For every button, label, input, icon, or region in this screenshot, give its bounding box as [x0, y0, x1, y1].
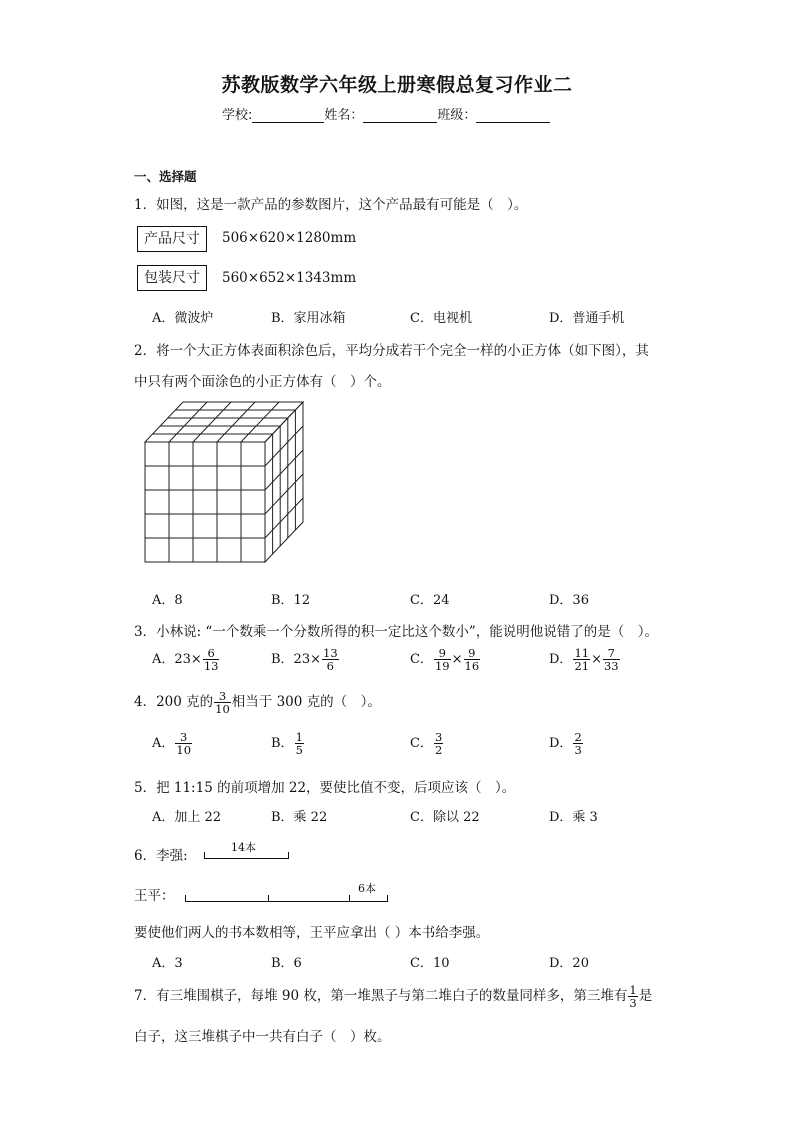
numerator: 6 [203, 647, 220, 660]
cube-figure [143, 400, 308, 568]
numerator: 11 [574, 646, 590, 660]
q3-d-fraction-1 [573, 647, 590, 672]
section-heading: 一、选择题 [134, 169, 197, 184]
denominator: 10 [215, 702, 230, 717]
question-7-line1 [134, 984, 652, 1009]
denominator: 13 [203, 659, 219, 674]
q2-option-a[interactable]: A．8 [152, 593, 183, 608]
q7-prefix: 7．有三堆围棋子，每堆 90 枚，第一堆黑子与第二堆白子的数量同样多，第三堆有 [134, 988, 628, 1005]
q4-option-a[interactable] [152, 731, 193, 756]
q2-option-c[interactable]: C．24 [410, 593, 450, 608]
q1-option-a[interactable]: A．微波炉 [152, 311, 214, 326]
q7-fraction [628, 984, 637, 1009]
package-size-value: 560×652×1343mm [222, 270, 357, 286]
denominator: 6 [326, 659, 334, 674]
q6-option-a[interactable]: A．3 [152, 956, 183, 971]
product-size-box: 产品尺寸 [137, 226, 207, 252]
q4-c-fraction [434, 731, 443, 756]
numerator: 2 [574, 730, 582, 744]
q4-d-prefix: D． [549, 736, 573, 752]
q3-a-prefix: A．23× [152, 652, 202, 668]
denominator: 5 [295, 743, 303, 758]
numerator: 3 [175, 731, 192, 744]
name-label: 姓名： [324, 108, 364, 123]
q2-option-b[interactable]: B．12 [271, 593, 311, 608]
times-sign: × [451, 652, 463, 668]
q4-suffix: 相当于 300 克的（ ）。 [231, 694, 381, 711]
class-blank[interactable] [476, 110, 550, 123]
q3-option-c[interactable] [410, 647, 481, 672]
q4-d-fraction [573, 731, 582, 756]
q3-b-prefix: B．23× [271, 652, 321, 668]
q4-b-prefix: B． [271, 736, 294, 752]
q6-option-d[interactable]: D．20 [549, 956, 589, 971]
li-qiang-label: 14本 [231, 841, 256, 854]
q6-option-c[interactable]: C．10 [410, 956, 450, 971]
school-blank[interactable] [252, 110, 324, 123]
times-sign: × [591, 652, 602, 668]
q4-c-prefix: C． [410, 736, 433, 752]
package-size-box: 包装尺寸 [137, 265, 207, 291]
denominator: 21 [574, 659, 590, 674]
q1-option-c[interactable]: C．电视机 [410, 311, 472, 326]
q3-c-fraction-1 [434, 647, 451, 672]
wang-ping-label: 6本 [358, 882, 376, 895]
q3-c-fraction-2 [464, 647, 481, 672]
question-4 [134, 690, 381, 715]
q6-option-b[interactable]: B．6 [271, 956, 302, 971]
cube-front-face [145, 442, 265, 562]
numerator: 1 [295, 730, 303, 744]
numerator: 13 [323, 646, 338, 660]
q3-d-prefix: D． [549, 652, 573, 668]
q5-option-a[interactable]: A．加上 22 [152, 810, 222, 825]
question-2-line2: 中只有两个面涂色的小正方体有（ ）个。 [134, 374, 391, 390]
numerator: 3 [214, 690, 231, 703]
question-5: 5．把 11:15 的前项增加 22，要使比值不变，后项应该（ ）。 [134, 780, 516, 796]
denominator: 3 [574, 743, 582, 758]
denominator: 2 [434, 743, 443, 758]
q3-c-prefix: C． [410, 652, 433, 668]
numerator: 3 [434, 730, 443, 744]
name-blank[interactable] [363, 110, 437, 123]
question-6-lead: 6．李强: [134, 848, 188, 864]
question-6: 要使他们两人的书本数相等，王平应拿出（ ）本书给李强。 [134, 925, 490, 941]
wang-ping-lead: 王平： [134, 888, 175, 904]
q3-a-fraction [203, 647, 220, 672]
q4-a-prefix: A． [152, 736, 175, 752]
question-2-line1: 2．将一个大正方体表面积涂色后，平均分成若干个完全一样的小正方体（如下图），其 [134, 343, 649, 359]
numerator: 9 [434, 647, 451, 660]
question-3: 3．小林说: “一个数乘一个分数所得的积一定比这个数小”，能说明他说错了的是（ ）。 [134, 624, 658, 640]
question-1: 1．如图，这是一款产品的参数图片，这个产品最有可能是（ ）。 [134, 197, 528, 213]
denominator: 3 [629, 996, 637, 1011]
numerator: 1 [629, 983, 637, 997]
product-size-value: 506×620×1280mm [222, 230, 357, 246]
q4-option-d[interactable] [549, 731, 584, 756]
q4-a-fraction [175, 731, 192, 756]
denominator: 10 [176, 743, 192, 758]
q1-option-d[interactable]: D．普通手机 [549, 311, 625, 326]
q3-option-a[interactable] [152, 647, 220, 672]
page-title: 苏教版数学六年级上册寒假总复习作业二 [221, 74, 573, 96]
q3-option-b[interactable] [271, 647, 340, 672]
cube-top-face [145, 402, 303, 442]
student-info [222, 104, 550, 123]
q3-b-fraction [322, 647, 339, 672]
numerator: 9 [464, 647, 481, 660]
numerator: 7 [603, 647, 620, 660]
q1-option-b[interactable]: B．家用冰箱 [271, 311, 346, 326]
class-label: 班级： [437, 108, 477, 123]
q5-option-d[interactable]: D．乘 3 [549, 810, 598, 825]
denominator: 33 [603, 659, 619, 674]
q4-b-fraction [295, 731, 304, 756]
q3-option-d[interactable] [549, 647, 621, 672]
q5-option-b[interactable]: B．乘 22 [271, 810, 328, 825]
q2-option-d[interactable]: D．36 [549, 593, 589, 608]
question-7-line2: 白子，这三堆棋子中一共有白子（ ）枚。 [134, 1029, 391, 1045]
q5-option-c[interactable]: C．除以 22 [410, 810, 480, 825]
q7-suffix: 是 [638, 988, 653, 1005]
q4-prefix: 4．200 克的 [134, 694, 214, 711]
q4-fraction [214, 690, 231, 715]
denominator: 16 [464, 659, 480, 674]
school-label: 学校: [222, 108, 253, 123]
denominator: 19 [434, 659, 450, 674]
q4-option-b[interactable] [271, 731, 305, 756]
q3-d-fraction-2 [603, 647, 620, 672]
q4-option-c[interactable] [410, 731, 444, 756]
